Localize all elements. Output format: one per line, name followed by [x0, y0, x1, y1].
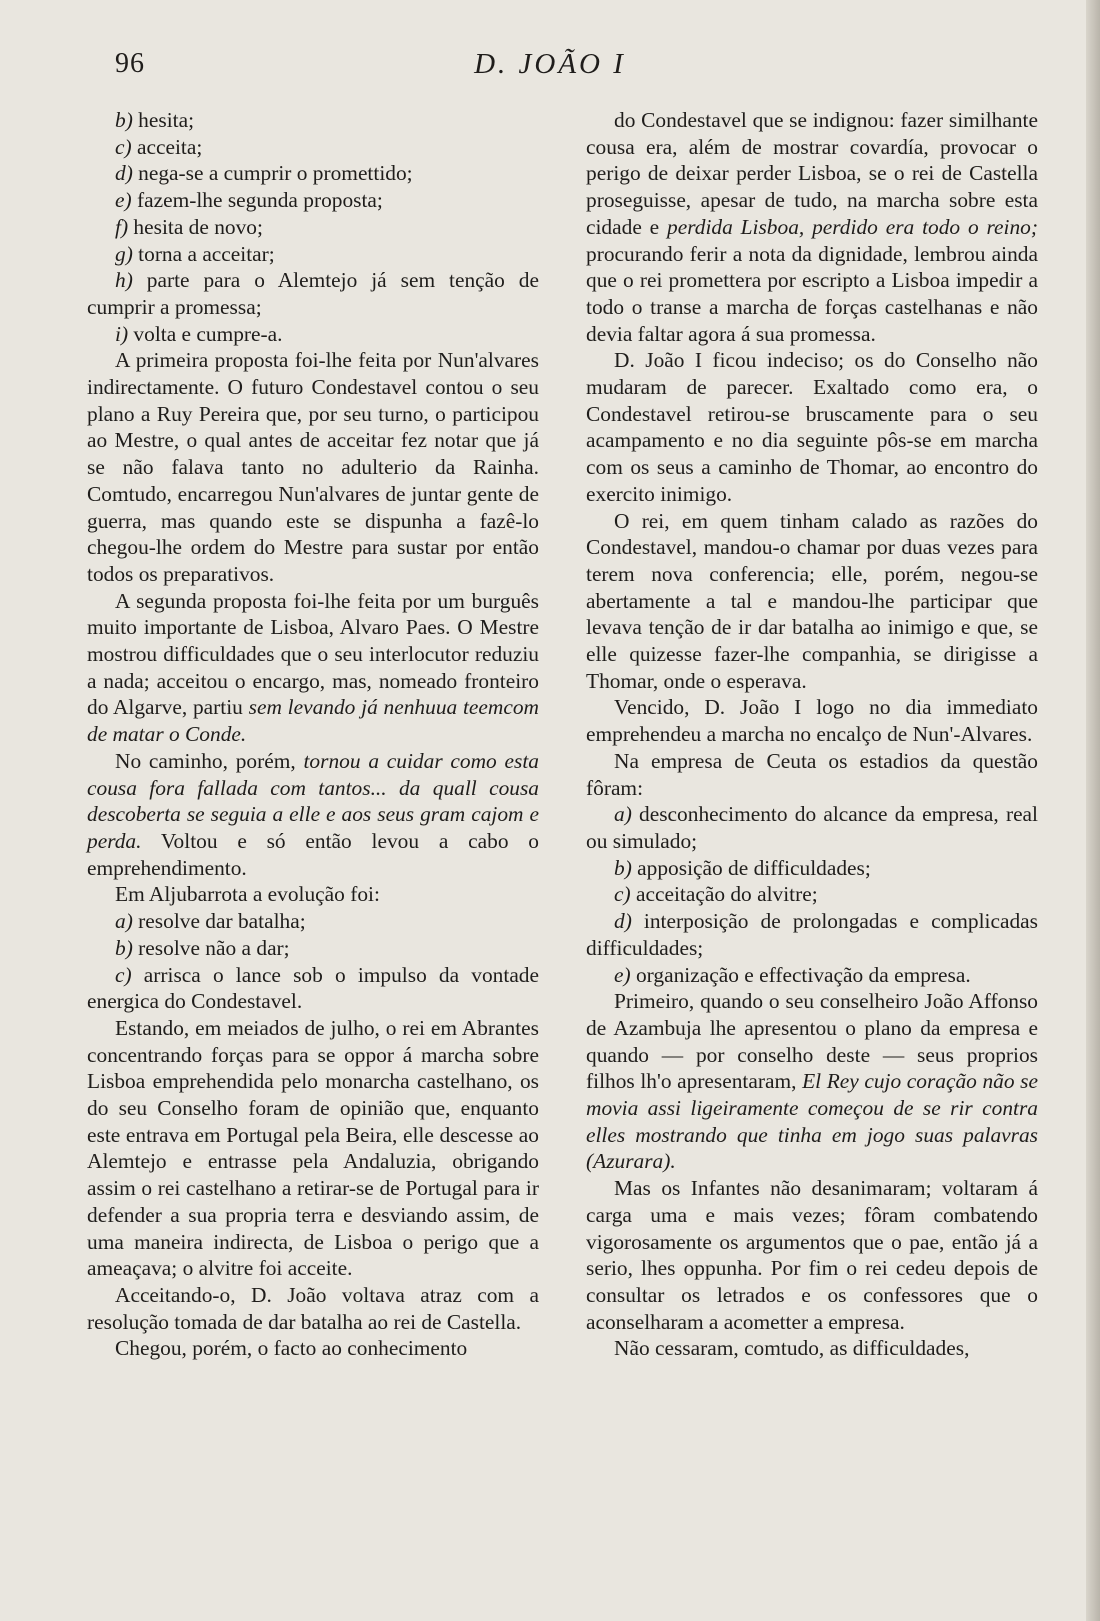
list-item	[87, 187, 539, 214]
paragraph	[586, 1175, 1038, 1335]
paragraph-text: D. João I ficou indeciso; os do Conselho não mudaram de parecer. Exaltado como era, o Condestavel retirou-se bruscamente para o seu acampamento e no dia seguinte pôs-se em marcha com os seus a caminho de Thomar, ao encontro do exercito inimigo.	[586, 348, 1038, 506]
paragraph	[87, 748, 539, 882]
paragraph	[586, 1335, 1038, 1362]
paragraph	[586, 694, 1038, 747]
paragraph-text: Acceitando-o, D. João voltava atraz com a resolução tomada de dar batalha ao rei de Castella.	[87, 1282, 539, 1334]
list-marker: i)	[115, 321, 129, 346]
paragraph-text: A primeira proposta foi-lhe feita por Nun'alvares indirectamente. O futuro Condestavel contou o seu plano a Ruy Pereira que, por seu turno, o participou ao Mestre, o qual antes de acceitar fez notar que já se não falava tanto no adulterio da Rainha. Comtudo, encarregou Nun'alvares de juntar gente de guerra, mas quando este se dispunha a fazê-lo chegou-lhe ordem do Mestre para sustar por então todos os preparativos.	[87, 348, 539, 586]
list-marker: c)	[614, 882, 631, 907]
paragraph-text: interposição de prolongadas e complicadas difficuldades;	[586, 909, 1038, 960]
paragraph-text: parte para o Alemtejo já sem tenção de cumprir a promessa;	[87, 268, 539, 319]
paragraph-text: Estando, em meiados de julho, o rei em Abrantes concentrando forças para se oppor á marcha sobre Lisboa emprehendida pelo monarcha castelhano, os do seu Conselho foram de opinião que, enquanto este entrava em Portugal pela Beira, elle descesse ao Alemtejo e entrasse pela Andaluzia, obrigando assim o rei castelhano a retirar-se de Portugal para ir defender a sua propria terra e desviando assim, de uma maneira indirecta, de Lisboa o perigo que a ameaçava; o alvitre foi acceite.	[87, 1015, 539, 1281]
paragraph-text: resolve não a dar;	[132, 935, 290, 960]
list-marker: c)	[115, 134, 132, 159]
paragraph-text: acceita;	[131, 134, 203, 159]
paragraph-text: nega-se a cumprir o promettido;	[132, 161, 413, 186]
paragraph	[87, 1015, 539, 1282]
paragraph-text: Não cessaram, comtudo, as difficuldades,	[614, 1336, 970, 1361]
list-item	[87, 321, 539, 348]
list-item	[586, 881, 1038, 908]
paragraph-text: hesita;	[132, 108, 195, 132]
paragraph-text: apposição de difficuldades;	[631, 855, 871, 880]
italic-quote: sem levando já nenhuua teemcom de matar o Conde.	[87, 695, 539, 747]
list-marker: g)	[115, 241, 133, 266]
list-marker: f)	[115, 214, 129, 239]
list-item	[586, 962, 1038, 989]
list-marker: e)	[614, 962, 631, 987]
list-item	[87, 908, 539, 935]
paragraph-text: arrisca o lance sob o impulso da vontade energica do Condestavel.	[87, 962, 539, 1014]
paragraph-text-tail: Voltou e só então levou a cabo o emprehendimento.	[87, 828, 539, 880]
paragraph	[586, 508, 1038, 695]
list-marker: e)	[115, 188, 132, 213]
paragraph-text: O rei, em quem tinham calado as razões do Condestavel, mandou-o chamar por duas vezes para terem nova conferencia; elle, porém, negou-se abertamente a tal e mandou-lhe participar que levava tenção de ir dar batalha ao inimigo e que, se elle quizesse fazer-lhe companhia, se dirigisse a Thomar, onde o esperava.	[586, 508, 1038, 693]
paragraph-text: Vencido, D. João I logo no dia immediato emprehendeu a marcha no encalço de Nun'-Alvares.	[586, 695, 1038, 747]
paragraph-text: Na empresa de Ceuta os estadios da questão fôram:	[586, 748, 1038, 800]
italic-quote: tornou a cuidar como esta cousa fora fallada com tantos... da quall cousa descoberta se seguia a elle e aos seus gram cajom e perda.	[87, 748, 539, 853]
paragraph	[87, 588, 539, 748]
list-item	[87, 107, 539, 134]
list-marker: a)	[115, 909, 133, 934]
paragraph	[586, 347, 1038, 507]
paragraph-text: A segunda proposta foi-lhe feita por um burguês muito importante de Lisboa, Alvaro Paes. O Mestre mostrou difficuldades que o seu interlocutor reduziu a nada; acceitou o encargo, mas, nomeado fronteiro do Algarve, partiu	[87, 588, 539, 720]
list-item	[87, 134, 539, 161]
list-marker: a)	[614, 802, 632, 827]
italic-quote: El Rey cujo coração não se movia assi ligeiramente começou de se rir contra elles mostrando que tinha em jogo suas palavras (Azurara).	[586, 1069, 1038, 1174]
paragraph-text: Chegou, porém, o facto ao conhecimento	[115, 1336, 468, 1361]
paragraph	[87, 347, 539, 587]
paragraph-text: Primeiro, quando o seu conselheiro João Affonso de Azambuja lhe apresentou o plano da empresa e quando — por conselho deste — seus proprios filhos lh'o apresentaram,	[586, 989, 1038, 1094]
paragraph-text: Mas os Infantes não desanimaram; voltaram á carga uma e mais vezes; fôram combatendo vigorosamente os argumentos que o pae, então já a serio, lhes oppunha. Por fim o rei cedeu depois de consultar os letrados e os confessores que o aconselharam a acometter a empresa.	[586, 1176, 1038, 1334]
paragraph-text-tail: procurando ferir a nota da dignidade, lembrou ainda que o rei promettera por escripto a Lisboa impedir a todo o transe a marcha de forças castelhanas e não devia faltar agora á sua promessa.	[586, 241, 1038, 346]
paragraph	[586, 748, 1038, 801]
paragraph	[87, 1282, 539, 1335]
paragraph-text: resolve dar batalha;	[132, 909, 306, 934]
paragraph-text: hesita de novo;	[128, 214, 263, 239]
list-marker: b)	[614, 855, 632, 880]
list-item	[586, 801, 1038, 854]
paragraph-text: No caminho, porém,	[115, 748, 304, 773]
paragraph-text: acceitação do alvitre;	[630, 882, 818, 907]
right-column	[586, 107, 1038, 1362]
list-item	[87, 935, 539, 962]
list-item	[87, 160, 539, 187]
list-marker: b)	[115, 935, 133, 960]
paragraph-text: desconhecimento do alcance da empresa, real ou simulado;	[586, 802, 1038, 853]
list-item	[87, 214, 539, 241]
list-item	[87, 962, 539, 1015]
paragraph	[87, 1335, 539, 1362]
list-marker: d)	[614, 909, 632, 934]
running-title: D. JOÃO I	[474, 48, 626, 80]
paragraph	[586, 107, 1038, 347]
paragraph-text: do Condestavel que se indignou: fazer similhante cousa era, além de mostrar covardía, provocar o perigo de deixar perder Lisboa, se o rei de Castella proseguisse, apesar de tudo, na marcha sobre esta cidade e	[586, 108, 1038, 239]
paragraph-text: volta e cumpre-a.	[128, 321, 283, 346]
left-column	[87, 107, 539, 1362]
paragraph	[586, 988, 1038, 1175]
list-marker: b)	[115, 108, 133, 132]
list-marker: c)	[115, 962, 132, 987]
paragraph-text: organização e effectivação da empresa.	[630, 962, 971, 987]
page-number: 96	[115, 48, 145, 79]
list-item	[586, 855, 1038, 882]
list-marker: d)	[115, 161, 133, 186]
page-edge	[1086, 0, 1100, 1621]
list-item	[87, 241, 539, 268]
paragraph	[87, 881, 539, 908]
list-item	[87, 267, 539, 320]
paragraph-text: torna a acceitar;	[132, 241, 275, 266]
paragraph-text: fazem-lhe segunda proposta;	[131, 188, 383, 213]
list-marker: h)	[115, 268, 133, 293]
list-item	[586, 908, 1038, 961]
paragraph-text: Em Aljubarrota a evolução foi:	[115, 882, 380, 907]
italic-quote: perdida Lisboa, perdido era todo o reino;	[667, 214, 1038, 239]
